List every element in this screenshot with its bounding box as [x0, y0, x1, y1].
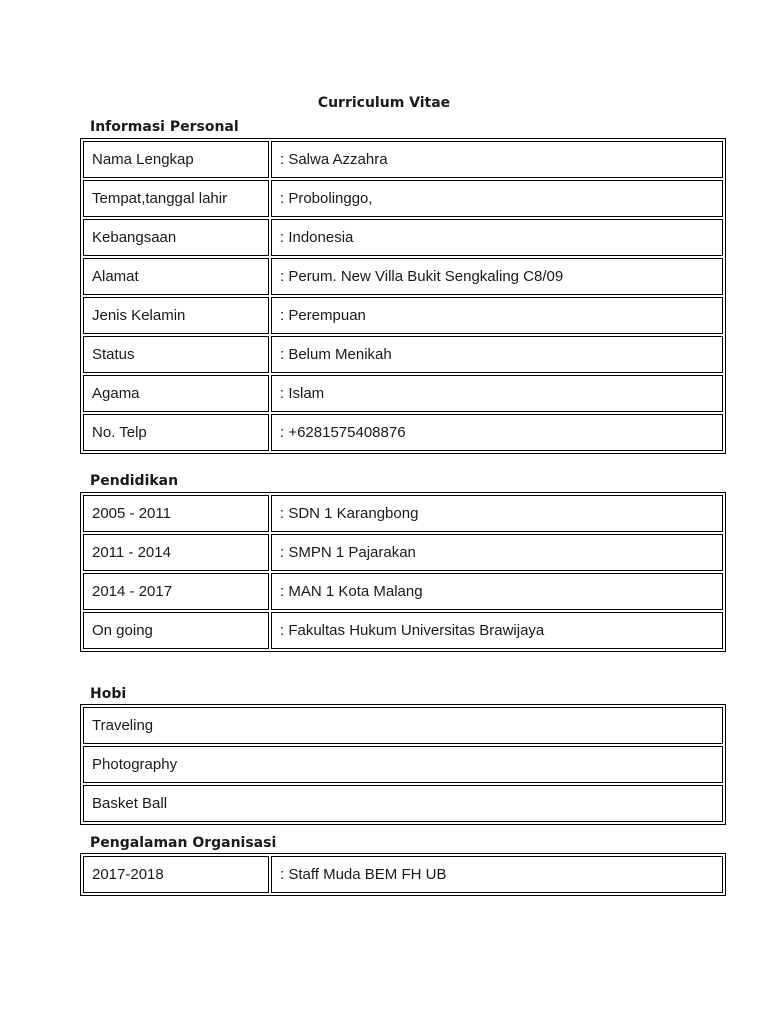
hobby-item: Photography	[83, 746, 723, 783]
row-value: : MAN 1 Kota Malang	[271, 573, 723, 610]
table-row	[83, 856, 723, 893]
personal-info-table	[80, 138, 726, 454]
row-value: : Belum Menikah	[271, 336, 723, 373]
row-label: Nama Lengkap	[83, 141, 269, 178]
row-value: : Indonesia	[271, 219, 723, 256]
row-value: : Perum. New Villa Bukit Sengkaling C8/09	[271, 258, 723, 295]
row-value: : Staff Muda BEM FH UB	[271, 856, 723, 893]
row-value: : Probolinggo,	[271, 180, 723, 217]
table-row	[83, 534, 723, 571]
row-label: Jenis Kelamin	[83, 297, 269, 334]
table-row	[83, 746, 723, 783]
table-row	[83, 180, 723, 217]
row-label: 2005 - 2011	[83, 495, 269, 532]
row-label: 2014 - 2017	[83, 573, 269, 610]
hobby-item: Traveling	[83, 707, 723, 744]
section-title-hobbies: Hobi	[90, 686, 127, 702]
hobbies-table	[80, 704, 726, 825]
table-row	[83, 297, 723, 334]
table-row	[83, 414, 723, 451]
table-row	[83, 258, 723, 295]
row-label: On going	[83, 612, 269, 649]
table-row	[83, 495, 723, 532]
table-row	[83, 785, 723, 822]
row-label: 2017-2018	[83, 856, 269, 893]
document-title: Curriculum Vitae	[317, 95, 451, 111]
row-value: : Islam	[271, 375, 723, 412]
row-label: Status	[83, 336, 269, 373]
table-row	[83, 141, 723, 178]
section-title-personal: Informasi Personal	[90, 119, 239, 135]
row-value: : SMPN 1 Pajarakan	[271, 534, 723, 571]
education-table	[80, 492, 726, 652]
row-label: Alamat	[83, 258, 269, 295]
hobby-item: Basket Ball	[83, 785, 723, 822]
row-value: : +6281575408876	[271, 414, 723, 451]
row-label: No. Telp	[83, 414, 269, 451]
section-title-organization: Pengalaman Organisasi	[90, 835, 277, 851]
table-row	[83, 336, 723, 373]
row-value: : Fakultas Hukum Universitas Brawijaya	[271, 612, 723, 649]
row-label: 2011 - 2014	[83, 534, 269, 571]
table-row	[83, 375, 723, 412]
table-row	[83, 612, 723, 649]
row-label: Agama	[83, 375, 269, 412]
row-value: : Perempuan	[271, 297, 723, 334]
row-label: Tempat,tanggal lahir	[83, 180, 269, 217]
table-row	[83, 707, 723, 744]
organization-table	[80, 853, 726, 896]
table-row	[83, 219, 723, 256]
row-label: Kebangsaan	[83, 219, 269, 256]
table-row	[83, 573, 723, 610]
row-value: : Salwa Azzahra	[271, 141, 723, 178]
row-value: : SDN 1 Karangbong	[271, 495, 723, 532]
section-title-education: Pendidikan	[90, 473, 179, 489]
